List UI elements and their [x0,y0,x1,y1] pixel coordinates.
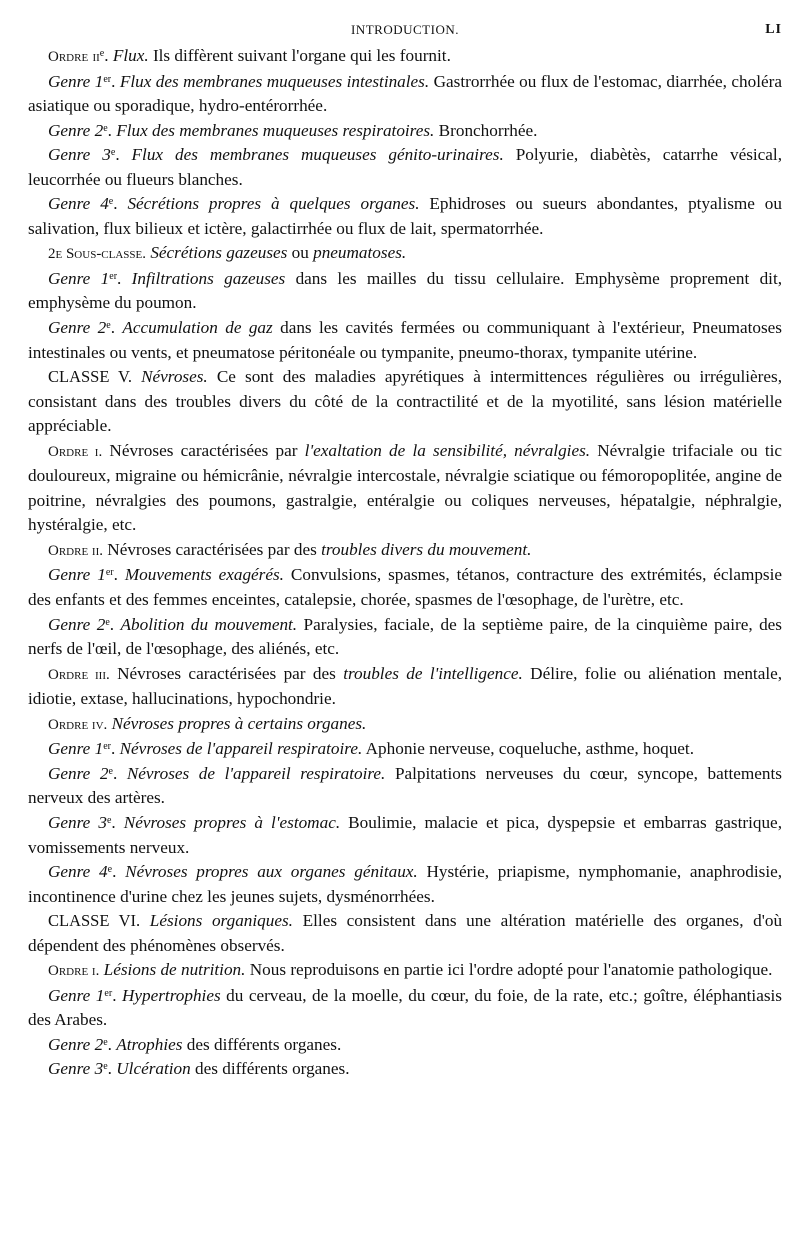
genre-label: Genre 3 [48,812,107,832]
paragraph-text: Paralysies, faciale, de la septième paire, de la cinquième paire, des nerfs de l'œil, de l'œsophage, des aliénés, etc. [28,614,783,659]
text-paragraph: Genre 3e. Flux des membranes muqueuses génito-urinaires. Polyurie, diabètès, catarrhe vésical, leucorrhée ou flueurs blanches. [28,145,782,189]
italic-heading: Névroses propres à l'estomac. [123,812,341,832]
genre-label: Genre 1 [48,268,110,288]
text-paragraph: Genre 1er. Névroses de l'appareil respiratoire. Aphonie nerveuse, coqueluche, asthme, hoquet. [48,739,695,759]
page-body [28,44,782,1082]
italic-heading: l'exaltation de la sensibilité, névralgies. [304,440,591,460]
text-paragraph: Ordre $ii^e$. Flux. Ils diffèrent suivant l'organe qui les fournit. [48,46,451,65]
paragraph-text: dans les mailles du tissu cellulaire. Emphysème proprement dit, emphysème du poumon. [28,268,783,313]
genre-label: Genre 1 [48,985,105,1005]
ordinal-suffix: e [105,616,110,628]
italic-heading: troubles de l'intelligence. [343,663,523,683]
text-paragraph [28,662,782,712]
italic-heading: troubles divers du mouvement. [321,539,532,559]
section-label: Ordre iii. [48,666,110,683]
text-paragraph: Genre 4e. Névroses propres aux organes génitaux. Hystérie, priapisme, nymphomanie, anaphrodisie, incontinence d'urine chez les jeunes sujets, dysménorrhées. [28,862,783,906]
ordinal-suffix: er [103,73,112,85]
genre-label: Genre 2 [48,1034,104,1054]
ordinal-suffix: er [105,567,114,579]
paragraph-text: Palpitations nerveuses du cœur, syncope, battements nerveux des artères. [28,763,782,808]
ordinal-suffix: e [103,122,108,134]
ordinal-suffix: e [110,147,116,159]
running-head [28,0,782,44]
genre-label: Genre 3 [48,1059,104,1079]
genre-label: Genre 2 [48,763,109,783]
paragraph-text: dans les cavités fermées ou communiquant à l'extérieur, Pneumatoses intestinales ou vents, et pneumatose péritonéale ou tympanite, pneumo-thorax, tympanite utérine. [28,318,782,362]
text-paragraph: Genre 2e. Abolition du mouvement. Paralysies, faciale, de la septième paire, de la cinquième paire, des nerfs de l'œil, de l'œsophage, des aliénés, etc. [28,614,783,659]
section-label: Ordre [48,49,89,65]
section-label: 2e Sous-classe. [48,246,147,263]
genre-label: Genre 2 [48,120,104,140]
paragraph-text: Boulimie, malacie et pica, dyspepsie et embarras gastrique, vomissements nerveux. [28,812,782,857]
genre-label: Genre 1 [48,71,104,91]
italic-heading: Abolition du mouvement. [120,614,298,634]
paragraph-text: Ils diffèrent suivant l'organe qui les fournit. [152,46,451,65]
italic-heading: Lésions organiques. [149,911,293,931]
paragraph-text: Névralgie trifaciale ou tic douloureux, migraine ou hémicrânie, névralgie intercostale, névralgie sciatique ou fémoropoplitée, angine de poitrine, névralgies des poumons, gastralgie, entéralgie ou coliques nerveuses, hépatalgie, néphralgie, hystéralgie, etc. [28,440,783,535]
text-paragraph: Genre 1er. Infiltrations gazeuses dans les mailles du tissu cellulaire. Emphysème proprement dit, emphysème du poumon. [28,268,783,313]
text-paragraph [28,365,782,439]
text-paragraph [28,909,782,958]
paragraph-text: Bronchorrhée. [438,120,538,140]
paragraph-text: Gastrorrhée ou flux de l'estomac, diarrhée, choléra asiatique ou sporadique, hydro-entérorrhée. [28,71,782,116]
italic-heading: Sécrétions propres à quelques organes. [127,194,420,214]
paragraph-text: Nous reproduisons en partie ici l'ordre adopté pour l'anatomie pathologique. [249,960,773,980]
italic-heading: Ulcération [116,1059,191,1079]
italic-heading: Névroses de l'appareil respiratoire. [126,763,386,783]
italic-heading: Hypertrophies [121,985,221,1005]
ordinal-suffix: er [103,741,111,753]
italic-heading: Lésions de nutrition. [103,960,246,980]
paragraph-text: Aphonie nerveuse, coqueluche, asthme, hoquet. [365,739,695,759]
paragraph-text: Polyurie, diabètès, catarrhe vésical, leucorrhée ou flueurs blanches. [28,145,782,189]
text-paragraph [28,538,782,564]
ordinal-suffix: e [103,1036,108,1048]
paragraph-text: des différents organes. [195,1059,350,1079]
paragraph-text: Convulsions, spasmes, tétanos, contracture des extrémités, éclampsie des enfants et des femmes enceintes, catalepsie, chorée, spasmes de l'œsophage, de l'urètre, etc. [28,565,783,610]
class-label: CLASSE V. [48,367,132,387]
paragraph-text: Elles consistent dans une altération matérielle des organes, d'où dépendent des phénomènes observés. [28,911,783,955]
paragraph-intro: Névroses caractérisées par des [107,539,317,559]
text-paragraph [28,958,782,984]
section-label: Ordre iv. [48,716,108,733]
italic-heading: pneumatoses. [313,243,407,263]
page-title: INTRODUCTION. [351,22,459,37]
italic-heading: Atrophies [116,1034,183,1054]
text-paragraph: Genre 3e. Ulcération des différents organes. [48,1059,350,1079]
page-number: LI [765,22,782,37]
italic-heading: Névroses de l'appareil respiratoire. [119,739,363,759]
ordinal-suffix: e [107,864,113,876]
text-paragraph: Genre 1er. Flux des membranes muqueuses intestinales. Gastrorrhée ou flux de l'estomac, diarrhée, choléra asiatique ou sporadique, hydro-entérorrhée. [28,71,782,116]
genre-label: Genre 2 [48,318,107,338]
genre-label: Genre 4 [48,862,108,882]
paragraph-text: Délire, folie ou aliénation mentale, idiotie, extase, hallucinations, hypochondrie. [28,663,783,709]
italic-heading: Mouvements exagérés. [124,565,284,585]
text-paragraph [28,439,782,538]
text-paragraph: Genre 2e. Accumulation de gaz dans les cavités fermées ou communiquant à l'extérieur, Pneumatoses intestinales ou vents, et pneumatose péritonéale ou tympanite, pneumo-thorax, tympanite utérine. [28,318,782,362]
section-number: ii [92,49,100,65]
text-paragraph: Genre 2e. Atrophies des différents organes. [48,1034,342,1054]
ordinal-suffix: e [106,814,112,826]
paragraph-intro: Névroses caractérisées par [109,440,298,460]
text-paragraph: Genre 1er. Mouvements exagérés. Convulsions, spasmes, tétanos, contracture des extrémités, éclampsie des enfants et des femmes enceintes, catalepsie, chorée, spasmes de l'œsophage, de l'urètre, etc. [28,565,783,610]
italic-heading: Flux des membranes muqueuses respiratoires. [116,120,435,140]
italic-heading: Flux des membranes muqueuses génito-urinaires. [131,145,504,165]
class-label: CLASSE VI. [48,911,141,931]
genre-label: Genre 3 [48,145,111,165]
text-paragraph: Genre 1er. Hypertrophies du cerveau, de la moelle, du cœur, du foie, de la rate, etc.; goître, éléphantiasis des Arabes. [28,985,782,1030]
paragraph-text: Ephidroses ou sueurs abondantes, ptyalisme ou salivation, flux bilieux et ictère, galactirrhée ou flux de lait, spermatorrhée. [28,194,782,238]
paragraph-text: Ce sont des maladies apyrétiques à intermittences régulières ou irrégulières, consistant dans des troubles divers du côté de la contractilité et de la myotilité, sans lésion matérielle appréciable. [28,367,783,436]
genre-label: Genre 2 [48,614,106,634]
italic-heading: Flux des membranes muqueuses intestinales. [119,71,430,91]
paragraph-text: des différents organes. [186,1034,342,1054]
ordinal-suffix: e [108,765,113,777]
connector-text: ou [287,243,314,263]
paragraph-text: du cerveau, de la moelle, du cœur, du foie, de la rate, etc.; goître, éléphantiasis des Arabes. [28,985,782,1030]
italic-heading: Névroses propres aux organes génitaux. [125,862,418,882]
italic-heading: Névroses propres à certains organes. [111,713,367,733]
ordinal-suffix: e [106,320,111,332]
ordinal-suffix: er [104,987,113,999]
section-label: Ordre i. [48,963,100,980]
section-label: Ordre i. [48,443,103,460]
text-paragraph: Genre 4e. Sécrétions propres à quelques organes. Ephidroses ou sueurs abondantes, ptyalisme ou salivation, flux bilieux et ictère, galactirrhée ou flux de lait, spermatorrhée. [28,194,782,238]
section-label: Ordre ii. [48,542,103,559]
italic-heading: Névroses. [141,367,208,387]
paragraph-intro: Névroses caractérisées par des [117,663,336,683]
italic-heading: Sécrétions gazeuses [150,243,288,263]
text-paragraph [28,241,782,267]
ordinal-suffix: e [108,196,114,208]
genre-label: Genre 4 [48,194,109,214]
italic-heading: Flux. [112,46,149,65]
text-paragraph: Genre 3e. Névroses propres à l'estomac. Boulimie, malacie et pica, dyspepsie et embarras gastrique, vomissements nerveux. [28,812,782,857]
genre-label: Genre 1 [48,565,106,585]
text-paragraph [28,712,782,738]
text-paragraph: Genre 2e. Flux des membranes muqueuses respiratoires. Bronchorrhée. [48,120,538,140]
italic-heading: Accumulation de gaz [122,318,273,338]
text-paragraph: Genre 2e. Névroses de l'appareil respiratoire. Palpitations nerveuses du cœur, syncope, battements nerveux des artères. [28,763,782,808]
ordinal-suffix: er [109,270,118,282]
italic-heading: Infiltrations gazeuses [131,268,286,288]
ordinal-suffix: e [99,48,105,59]
paragraph-text: Hystérie, priapisme, nymphomanie, anaphrodisie, incontinence d'urine chez les jeunes sujets, dysménorrhées. [28,862,783,906]
genre-label: Genre 1 [48,739,104,759]
ordinal-suffix: e [103,1061,108,1073]
